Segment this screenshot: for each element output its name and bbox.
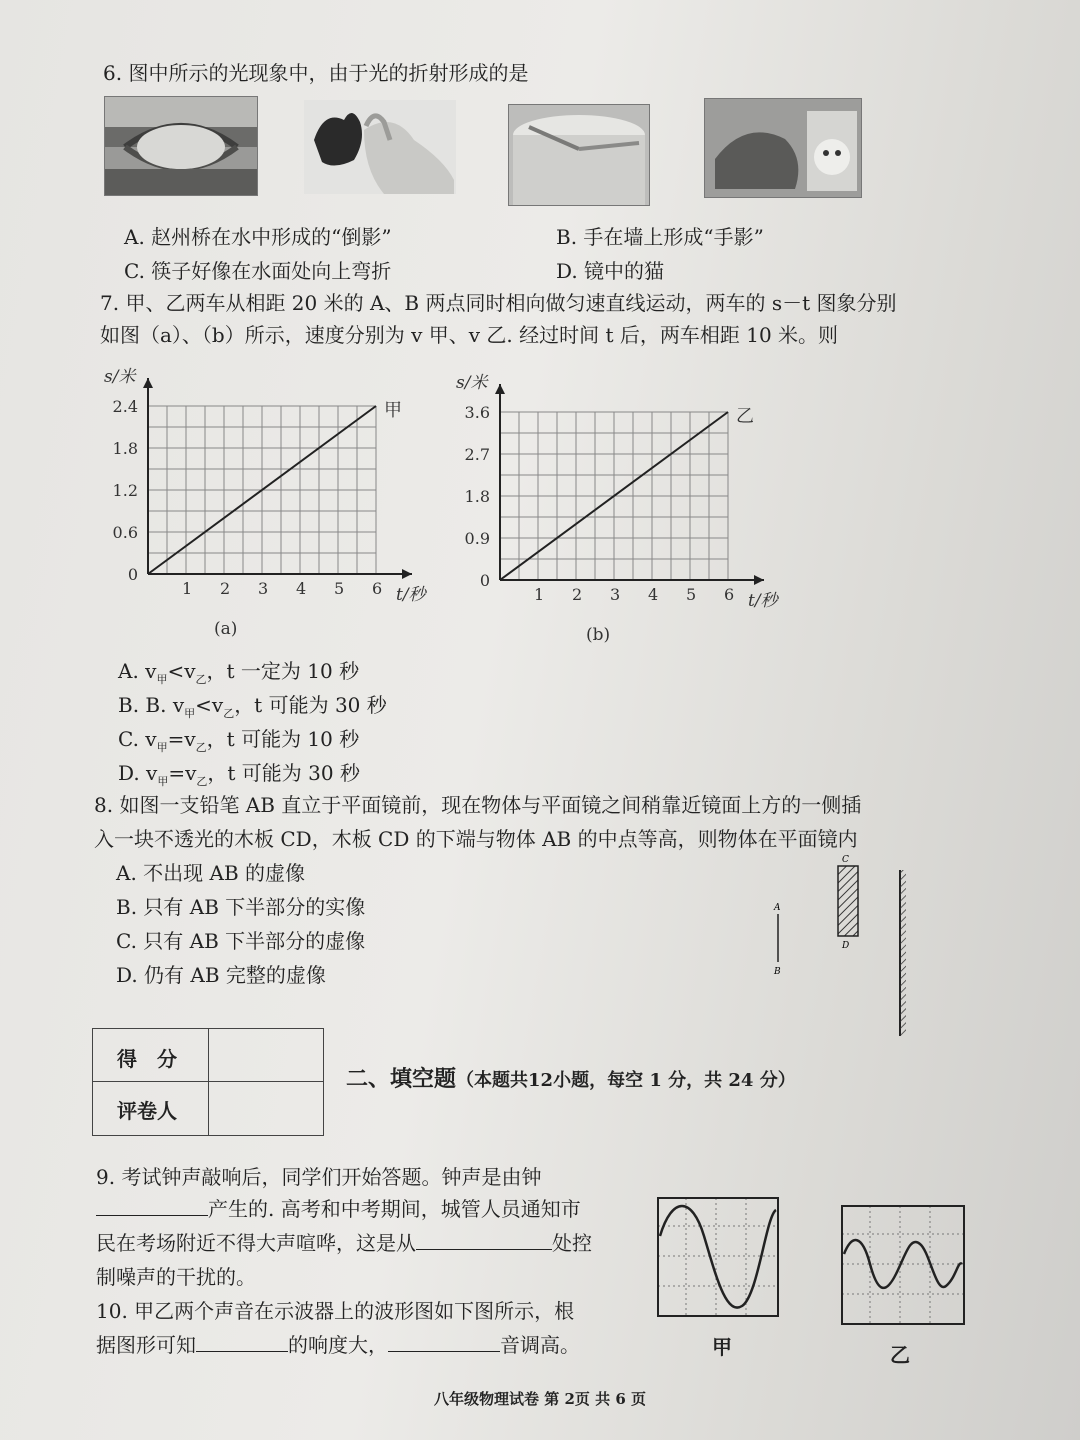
q9-blank-1[interactable] <box>96 1197 208 1216</box>
q10-blank-2[interactable] <box>388 1333 500 1352</box>
q8-stem-line1: 8. 如图一支铅笔 AB 直立于平面镜前，现在物体与平面镜之间稍靠近镜面上方的一侧插 <box>94 793 862 817</box>
chart-caption: (b) <box>586 625 611 645</box>
y-axis-label: s/米 <box>104 367 136 387</box>
chopsticks-water-photo <box>508 104 650 206</box>
x-tick-label: 5 <box>334 579 345 598</box>
y-tick-label: 1.8 <box>112 439 138 458</box>
cat-mirror-photo <box>704 98 862 198</box>
x-tick-label: 3 <box>258 579 269 598</box>
x-axis-arrow <box>402 569 412 579</box>
chart-caption: (a) <box>214 619 238 639</box>
label-d: D <box>842 941 850 951</box>
q8-option-a[interactable]: A. 不出现 AB 的虚像 <box>116 861 306 885</box>
q10-blank-1[interactable] <box>196 1333 288 1352</box>
grader-label: 评卷人 <box>117 1099 177 1123</box>
hand-shadow-photo <box>304 100 456 194</box>
label-c: C <box>842 855 849 865</box>
q8-option-b[interactable]: B. 只有 AB 下半部分的实像 <box>116 895 366 919</box>
waveform-yi-label: 乙 <box>890 1343 910 1367</box>
q8-option-c[interactable]: C. 只有 AB 下半部分的虚像 <box>116 929 366 953</box>
y-tick-label: 0.6 <box>112 523 138 542</box>
q9-line2: 产生的. 高考和中考期间，城管人员通知市 <box>96 1196 581 1222</box>
y-tick-label: 1.2 <box>112 481 138 500</box>
label-b: B <box>774 967 781 977</box>
q6-option-a[interactable]: A. 赵州桥在水中形成的“倒影” <box>124 225 392 249</box>
y-tick-label: 0 <box>479 571 490 590</box>
x-axis-label: t/秒 <box>748 591 778 611</box>
x-axis-label: t/秒 <box>396 585 426 605</box>
q6-option-c[interactable]: C. 筷子好像在水面处向上弯折 <box>124 259 392 283</box>
y-tick-label: 2.4 <box>112 397 138 416</box>
q7-option-c[interactable]: C. $v_甲=v_乙$，t 可能为 10 秒 <box>118 727 360 754</box>
series-label: 乙 <box>736 406 754 427</box>
y-axis-arrow <box>495 384 505 394</box>
x-tick-label: 1 <box>182 579 193 598</box>
q8-option-d[interactable]: D. 仍有 AB 完整的虚像 <box>116 963 326 987</box>
y-tick-label: 0 <box>127 565 138 584</box>
y-axis-label: s/米 <box>456 373 488 393</box>
bridge-reflection-photo <box>104 96 258 196</box>
q7-option-d[interactable]: D. $v_甲=v_乙$，t 可能为 30 秒 <box>118 761 360 788</box>
q6-option-d[interactable]: D. 镜中的猫 <box>556 259 665 283</box>
q7-stem-line1: 7. 甲、乙两车从相距 20 米的 A、B 两点同时相向做匀速直线运动，两车的 s－t 图象分别 <box>100 291 897 315</box>
q10-line1: 10. 甲乙两个声音在示波器上的波形图如下图所示，根 <box>96 1299 575 1323</box>
q6-option-b[interactable]: B. 手在墙上形成“手影” <box>556 225 764 249</box>
x-tick-label: 6 <box>372 579 383 598</box>
y-axis-arrow <box>143 378 153 388</box>
mirror-back <box>900 870 906 1036</box>
y-tick-label: 1.8 <box>464 487 490 506</box>
x-tick-label: 2 <box>220 579 231 598</box>
q7-option-a[interactable]: A. $v_甲<v_乙$，t 一定为 10 秒 <box>118 659 360 686</box>
score-input-cell[interactable] <box>211 1031 319 1079</box>
x-tick-label: 4 <box>296 579 307 598</box>
waveform-jia-label: 甲 <box>712 1335 732 1359</box>
q7-stem-line2: 如图（a）、（b）所示，速度分别为 v 甲、v 乙. 经过时间 t 后，两车相距 10 米。则 <box>100 323 839 347</box>
x-tick-label: 2 <box>572 585 583 604</box>
score-label: 得 分 <box>117 1047 177 1071</box>
x-tick-label: 4 <box>648 585 659 604</box>
q9-line1: 9. 考试钟声敲响后，同学们开始答题。钟声是由钟 <box>96 1165 542 1189</box>
x-axis-arrow <box>754 575 764 585</box>
x-tick-label: 1 <box>534 585 545 604</box>
q9-blank-2[interactable] <box>416 1231 552 1250</box>
x-tick-label: 5 <box>686 585 697 604</box>
x-tick-label: 3 <box>610 585 621 604</box>
st-graph-b <box>452 370 792 650</box>
page-footer: 八年级物理试卷 第 2页 共 6 页 <box>434 1390 646 1408</box>
q7-option-b[interactable]: B. B. $v_甲<v_乙$，t 可能为 30 秒 <box>118 693 387 720</box>
score-table <box>92 1028 324 1136</box>
series-label: 甲 <box>384 400 402 421</box>
mirror-diagram <box>760 850 930 1040</box>
q6-stem: 6. 图中所示的光现象中，由于光的折射形成的是 <box>103 61 529 85</box>
q8-stem-line2: 入一块不透光的木板 CD，木板 CD 的下端与物体 AB 的中点等高，则物体在平面镜内 <box>94 827 858 851</box>
x-tick-label: 6 <box>724 585 735 604</box>
board-cd <box>838 866 858 936</box>
q9-line3: 民在考场附近不得大声喧哗，这是从 处控 <box>96 1231 592 1255</box>
st-graph-a <box>100 364 440 644</box>
y-tick-label: 2.7 <box>464 445 490 464</box>
q9-line4: 制噪声的干扰的。 <box>96 1265 256 1289</box>
y-tick-label: 0.9 <box>464 529 490 548</box>
waveform-yi <box>840 1204 966 1328</box>
label-a: A <box>774 903 781 913</box>
y-tick-label: 3.6 <box>464 403 490 422</box>
grader-input-cell[interactable] <box>211 1085 319 1133</box>
q10-line2: 据图形可知 的响度大， 音调高。 <box>96 1333 580 1357</box>
section2-title: 二、填空题（本题共12小题，每空 1 分，共 24 分） <box>346 1066 796 1092</box>
waveform-jia <box>656 1196 780 1320</box>
